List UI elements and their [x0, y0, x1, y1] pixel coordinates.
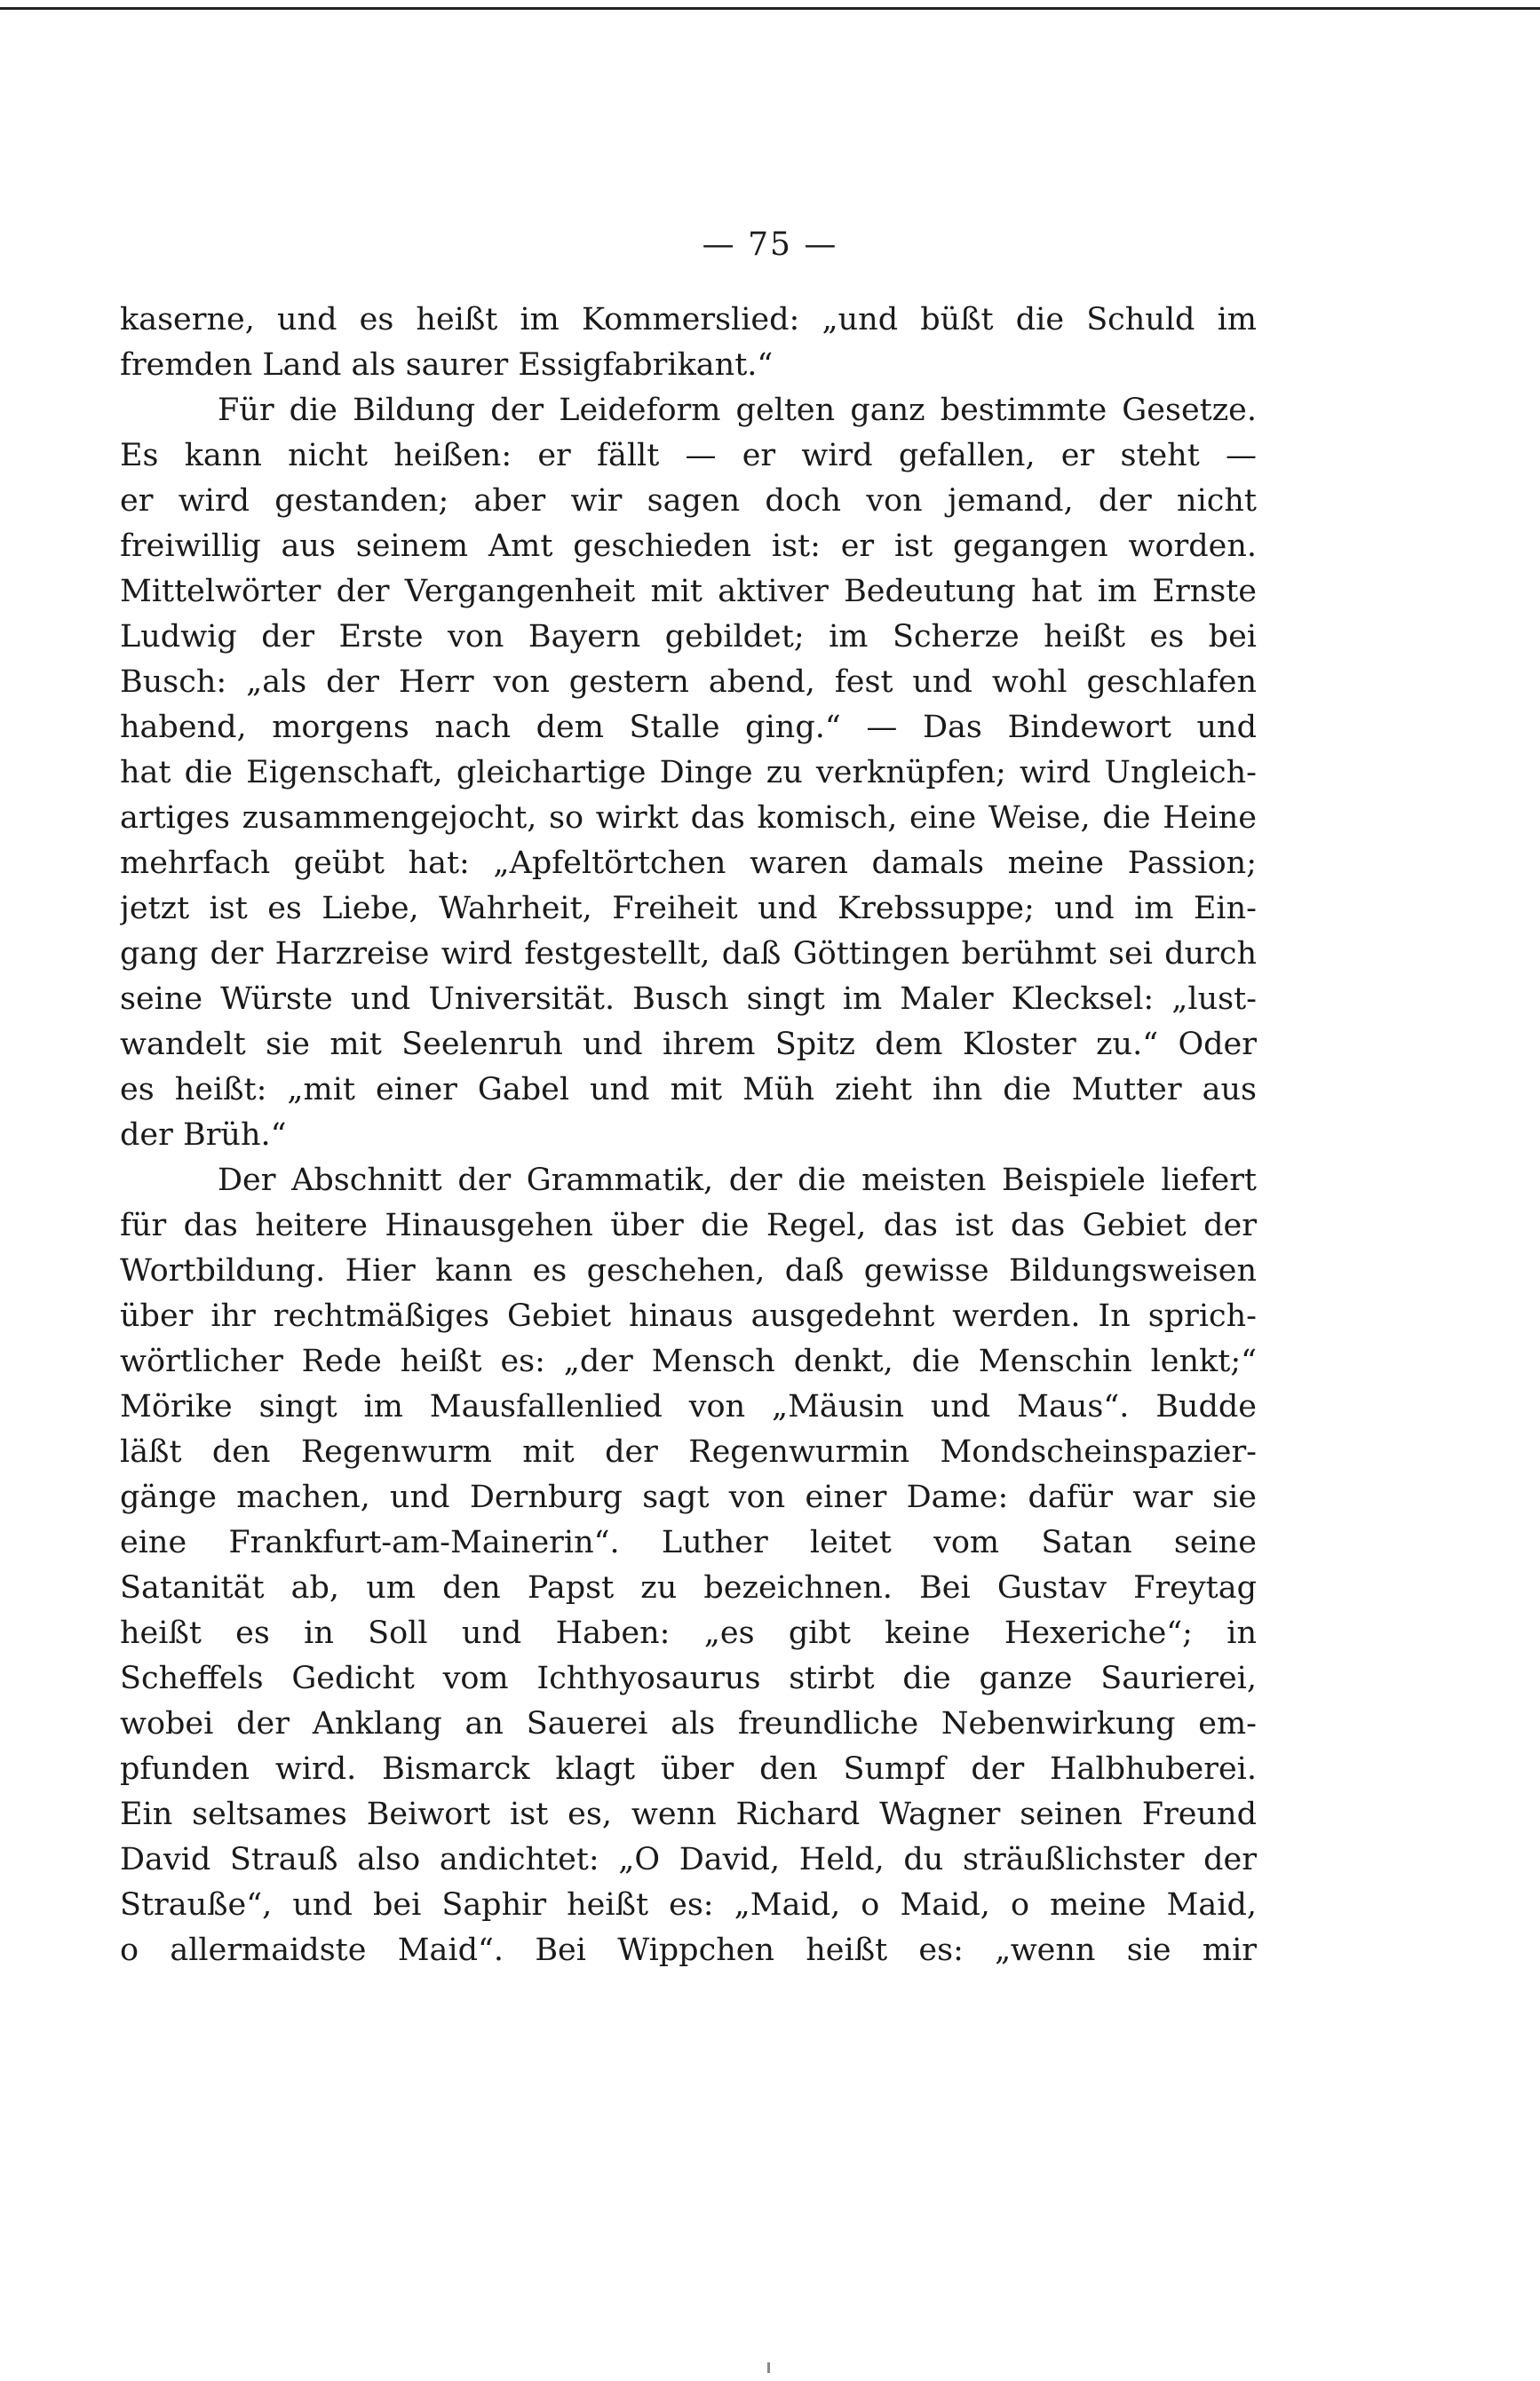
text-line: hat die Eigenschaft, gleichartige Dinge zu verknüpfen; wird Ungleich- [120, 755, 1257, 790]
page-number: — 75 — [702, 226, 838, 263]
text-line: es heißt: „mit einer Gabel und mit Müh zieht ihn die Mutter aus [120, 1072, 1257, 1107]
text-line: läßt den Regenwurm mit der Regenwurmin Mondscheinspazier- [120, 1434, 1257, 1470]
text-line: seine Würste und Universität. Busch singt im Maler Klecksel: „lust- [120, 981, 1257, 1017]
text-line: artiges zusammengejocht, so wirkt das komisch, eine Weise, die Heine [120, 800, 1257, 836]
text-line: Busch: „als der Herr von gestern abend, fest und wohl geschlafen [120, 664, 1257, 700]
text-line: pfunden wird. Bismarck klagt über den Sumpf der Halbhuberei. [120, 1751, 1257, 1787]
text-line: fremden Land als saurer Essigfabrikant.“ [120, 347, 774, 383]
text-line: Strauße“, und bei Saphir heißt es: „Maid, o Maid, o meine Maid, [120, 1887, 1257, 1923]
text-line: wobei der Anklang an Sauerei als freundliche Nebenwirkung em- [120, 1706, 1257, 1742]
text-line: gang der Harzreise wird festgestellt, daß Göttingen berühmt sei durch [120, 936, 1257, 972]
text-line: über ihr rechtmäßiges Gebiet hinaus ausgedehnt werden. In sprich- [120, 1298, 1257, 1334]
text-line: wandelt sie mit Seelenruh und ihrem Spitz dem Kloster zu.“ Oder [120, 1027, 1257, 1062]
text-line: für das heitere Hinausgehen über die Regel, das ist das Gebiet der [120, 1208, 1257, 1243]
text-line: Mörike singt im Mausfallenlied von „Mäusin und Maus“. Budde [120, 1389, 1257, 1425]
text-line: Satanität ab, um den Papst zu bezeichnen. Bei Gustav Freytag [120, 1570, 1257, 1606]
text-line: freiwillig aus seinem Amt geschieden ist: er ist gegangen worden. [120, 528, 1257, 564]
text-line: Scheffels Gedicht vom Ichthyosaurus stirbt die ganze Saurierei, [120, 1661, 1257, 1696]
text-line: Mittelwörter der Vergangenheit mit aktiver Bedeutung hat im Ernste [120, 574, 1257, 609]
text-line: wörtlicher Rede heißt es: „der Mensch denkt, die Menschin lenkt;“ [120, 1344, 1257, 1379]
body-text [120, 298, 1257, 1973]
text-line: gänge machen, und Dernburg sagt von einer Dame: dafür war sie [120, 1480, 1257, 1515]
text-line: er wird gestanden; aber wir sagen doch von jemand, der nicht [120, 483, 1257, 519]
text-line: habend, morgens nach dem Stalle ging.“ — Das Bindewort und [120, 710, 1257, 745]
text-line: Ein seltsames Beiwort ist es, wenn Richard Wagner seinen Freund [120, 1797, 1257, 1832]
text-line: Ludwig der Erste von Bayern gebildet; im Scherze heißt es bei [120, 619, 1257, 655]
text-line: mehrfach geübt hat: „Apfeltörtchen waren damals meine Passion; [120, 845, 1257, 881]
text-line: o allermaidste Maid“. Bei Wippchen heißt es: „wenn sie mir [120, 1933, 1257, 1968]
text-line: jetzt ist es Liebe, Wahrheit, Freiheit und Krebssuppe; und im Ein- [120, 891, 1257, 926]
text-line: der Brüh.“ [120, 1117, 287, 1153]
text-line: Für die Bildung der Leideform gelten ganz bestimmte Gesetze. [218, 393, 1257, 428]
text-line: heißt es in Soll und Haben: „es gibt keine Hexeriche“; in [120, 1615, 1257, 1651]
text-line: Wortbildung. Hier kann es geschehen, daß gewisse Bildungsweisen [120, 1253, 1257, 1289]
scan-edge-rule [0, 7, 1540, 10]
text-line: Es kann nicht heißen: er fällt — er wird gefallen, er steht — [120, 438, 1257, 473]
text-line: kaserne, und es heißt im Kommerslied: „und büßt die Schuld im [120, 302, 1257, 337]
text-line: David Strauß also andichtet: „O David, Held, du sträußlichster der [120, 1842, 1257, 1877]
text-line: Der Abschnitt der Grammatik, der die meisten Beispiele liefert [218, 1163, 1257, 1198]
text-line: eine Frankfurt-am-Mainerin“. Luther leitet vom Satan seine [120, 1525, 1257, 1560]
scan-mark [767, 2362, 770, 2373]
